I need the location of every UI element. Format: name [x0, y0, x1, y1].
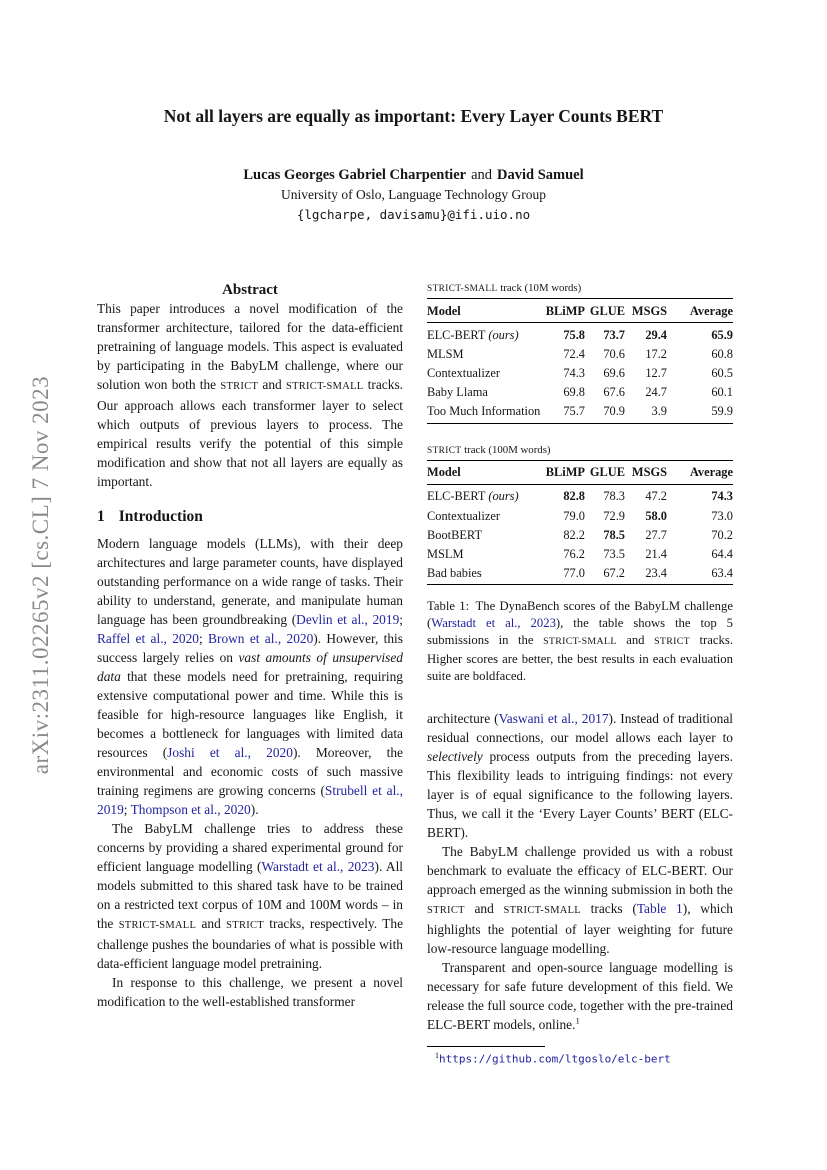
text-segment: tracks. Our approach allows each transformer layer to select which outputs of previous layers to process. The empirical results verify the potential of this simple modification and show that not all layers are equally as important. [97, 377, 404, 489]
table-cell: 24.7 [645, 384, 667, 399]
text-segment: and [616, 633, 655, 648]
table-row [427, 525, 733, 544]
table-row [427, 484, 733, 506]
text-segment: ), the table shows the top 5 submissions in the [427, 616, 733, 648]
table-cell: 72.9 [603, 508, 625, 523]
text-segment: ). Moreover, the environmental and economic costs of such massive training regimens are growing concerns ( [97, 745, 403, 798]
text-segment: architecture ( [427, 710, 499, 726]
table-row [427, 563, 733, 585]
citation-link[interactable]: Table 1 [636, 900, 683, 916]
column-header-blimp: BLiMP [545, 299, 585, 323]
text-segment: STRICT-SMALL [503, 904, 581, 916]
table-cell: 64.4 [711, 546, 733, 561]
column-header-model: Model [427, 460, 545, 484]
abstract-heading: Abstract [222, 282, 278, 298]
table-header-row [427, 460, 733, 484]
introduction-text [97, 534, 403, 1011]
table-cell: 47.2 [645, 489, 667, 504]
text-segment: Modern language models (LLMs), with their deep architectures and large parameter counts, have displayed outstanding performance on a wide range of tasks. Their ability to understand, generate, and manipulate human language has been groundbreaking ( [97, 536, 403, 627]
table-cell: 12.7 [645, 365, 667, 380]
table-strict-block [427, 444, 733, 586]
text-segment: process outputs from the preceding layers. This flexibility leads to intriguing findings: not every layer is of equal significance to the following layers. Thus, we call it the ‘Every Layer Counts’ BERT (ELC-BERT). [427, 748, 733, 840]
table-cell: Contextualizer [427, 508, 500, 523]
table-cell: 75.7 [545, 402, 585, 424]
table-cell: 69.6 [603, 365, 625, 380]
table-cell: 78.5 [603, 527, 625, 542]
table-cell: 78.3 [603, 489, 625, 504]
section-number: 1 [97, 508, 105, 525]
affiliation: University of Oslo, Language Technology Group [280, 187, 546, 202]
paragraph [427, 958, 733, 1034]
footnote-marker: 1 [435, 1050, 439, 1060]
table-cell: 17.2 [645, 346, 667, 361]
column-header-glue: GLUE [585, 460, 625, 484]
text-segment: vast amounts of unsupervised data [97, 650, 404, 684]
footnote [427, 1046, 733, 1066]
column-header-msgs: MSGS [625, 299, 667, 323]
text-segment: STRICT [427, 904, 465, 916]
table-cell: MLSM [427, 346, 464, 361]
table-header-row [427, 299, 733, 323]
table-cell: 67.2 [585, 563, 625, 585]
left-column [97, 282, 403, 1066]
results-table-strict [427, 460, 733, 586]
text-segment: This paper introduces a novel modification of the transformer architecture, tailored for the data-efficient pretraining of language models. This aspect is evaluated by participating in the BabyLM challenge, where our solution won both the [97, 301, 403, 392]
citation-link[interactable]: Raffel et al., 2020 [97, 631, 199, 646]
table-strict-label: STRICT track (100M words) [427, 443, 551, 456]
text-segment: tracks ( [580, 900, 637, 916]
and-separator: and [471, 167, 493, 183]
table-caption [427, 598, 733, 685]
table-cell: 70.9 [585, 402, 625, 424]
table-strict-small-label: STRICT-SMALL track (10M words) [427, 282, 582, 294]
table-cell: 72.4 [563, 346, 585, 361]
column-header-glue: GLUE [585, 299, 625, 323]
table-cell: 73.0 [711, 508, 733, 523]
table-cell: BootBERT [427, 527, 483, 542]
table-row [427, 544, 733, 563]
citation-link[interactable]: Vaswani et al., 2017 [498, 710, 609, 726]
author-name-1: Lucas Georges Gabriel Charpentier [243, 167, 467, 183]
table-cell: 58.0 [645, 508, 667, 523]
text-segment: Table 1: The DynaBench scores of the BabyLM challenge ( [427, 599, 733, 631]
author-name-2: David Samuel [497, 167, 584, 183]
right-column [427, 282, 733, 1066]
table-cell: ELC-BERT (ours) [427, 489, 519, 504]
table-row [427, 383, 733, 402]
paragraph [97, 534, 403, 819]
abstract-body [97, 299, 403, 491]
table-row [427, 323, 733, 345]
citation-link[interactable]: Devlin et al., 2019 [296, 612, 400, 627]
text-segment: STRICT [220, 381, 259, 392]
table-cell: 79.0 [563, 508, 585, 523]
citation-link[interactable]: Warstadt et al., 2023 [431, 616, 556, 631]
citation-link[interactable]: Strubell et al., 2019 [97, 783, 403, 817]
citation-link[interactable]: Brown et al., 2020 [208, 631, 314, 646]
text-segment: selectively [427, 748, 483, 764]
text-segment: and [258, 377, 286, 392]
table-row [427, 506, 733, 525]
section-heading-introduction [97, 508, 403, 526]
paper-title: Not all layers are equally as important: Every Layer Counts BERT [163, 106, 664, 126]
table-cell: 27.7 [645, 527, 667, 542]
table-strict-small-block [427, 282, 733, 424]
section-title: Introduction [118, 508, 203, 525]
table-cell: 69.8 [563, 384, 585, 399]
text-segment: 1 [575, 1015, 580, 1026]
footnote-line [427, 1051, 733, 1066]
text-segment: ). However, this success largely relies on [97, 631, 403, 665]
results-table-strict-small [427, 298, 733, 424]
table-cell: 74.3 [563, 365, 585, 380]
text-segment: ; [199, 631, 209, 646]
column-header-msgs: MSGS [625, 460, 667, 484]
column-header-average: Average [667, 299, 733, 323]
table-cell: 70.6 [603, 346, 625, 361]
table-cell: 60.5 [711, 365, 733, 380]
citation-link[interactable]: Warstadt et al., 2023 [261, 859, 375, 874]
text-segment: STRICT-SMALL [285, 381, 364, 392]
table-cell: 23.4 [625, 563, 667, 585]
table-cell: 21.4 [645, 546, 667, 561]
text-segment: STRICT [226, 920, 264, 931]
footnote-url-link[interactable]: https://github.com/ltgoslo/elc-bert [439, 1052, 671, 1066]
table-cell: 60.8 [711, 346, 733, 361]
paragraph [427, 842, 733, 958]
table-cell: Bad babies [427, 563, 545, 585]
text-segment: The BabyLM challenge tries to address these concerns by providing a shared experimental ground for efficient language modelling ( [97, 821, 403, 874]
text-segment: Transparent and open-source language modelling is necessary for safe future development of this field. We release the full source code, together with the pre-trained ELC-BERT models, online. [427, 959, 733, 1032]
right-column-text [427, 709, 733, 1034]
table-cell: 73.5 [603, 546, 625, 561]
table-cell: 82.8 [563, 489, 585, 504]
text-segment: tracks. Higher scores are better, the best results in each evaluation suite are boldfaced. [427, 633, 733, 684]
table-cell: 67.6 [603, 384, 625, 399]
text-segment: ). [250, 802, 259, 817]
text-segment: The BabyLM challenge provided us with a robust benchmark to evaluate the efficacy of ELC-BERT. Our approach emerged as the winning submission in both the [427, 843, 733, 897]
authors-line [0, 167, 827, 184]
column-header-model: Model [427, 299, 545, 323]
table-cell: 70.2 [711, 527, 733, 542]
citation-link[interactable]: Thompson et al., 2020 [130, 802, 251, 817]
text-segment: ). All models submitted to this shared task have to be trained on a restricted text corpus of 10M and 100M words – in the [97, 859, 404, 931]
author-emails: {lgcharpe, davisamu}@ifi.uio.no [296, 207, 531, 222]
text-segment: STRICT-SMALL [118, 920, 197, 931]
table-cell: 63.4 [667, 563, 733, 585]
text-segment: STRICT-SMALL [543, 636, 617, 648]
table-cell: Too Much Information [427, 402, 545, 424]
table-cell: 65.9 [711, 327, 733, 342]
text-segment: that these models need for pretraining, requiring extensive computational power and time. While this is feasible for high-resource languages like English, it becomes a bottleneck for languages with limited data resources ( [97, 669, 403, 760]
text-segment: ). Instead of traditional residual connections, our model allows each layer to [427, 710, 733, 745]
table-cell: 3.9 [625, 402, 667, 424]
text-segment: ), which highlights the potential of layer weighting for future low-resource language modelling. [427, 900, 733, 956]
two-column-body [0, 282, 827, 1066]
footnote-rule [427, 1046, 545, 1047]
table-cell: 76.2 [563, 546, 585, 561]
text-segment: and [196, 916, 227, 931]
text-segment: and [464, 900, 504, 916]
column-header-average: Average [667, 460, 733, 484]
text-segment: tracks, respectively. The challenge pushes the boundaries of what is possible with data-efficient language model pretraining. [97, 916, 404, 971]
table-cell: 74.3 [711, 489, 733, 504]
text-segment: ; [399, 612, 404, 627]
text-segment: In response to this challenge, we present a novel modification to the well-established transformer [97, 975, 403, 1009]
text-segment: STRICT [654, 636, 690, 648]
paragraph [97, 819, 403, 973]
table-cell: Contextualizer [427, 365, 500, 380]
text-segment: ; [123, 802, 131, 817]
paragraph [427, 709, 733, 842]
table-row [427, 402, 733, 424]
arxiv-watermark: arXiv:2311.02265v2 [cs.CL] 7 Nov 2023 [28, 375, 53, 775]
citation-link[interactable]: Joshi et al., 2020 [167, 745, 293, 760]
table-cell: MSLM [427, 546, 464, 561]
table-cell: 60.1 [711, 384, 733, 399]
table-cell: 77.0 [545, 563, 585, 585]
column-header-blimp: BLiMP [545, 460, 585, 484]
table-row [427, 344, 733, 363]
table-cell: ELC-BERT (ours) [427, 327, 519, 342]
paragraph [97, 973, 403, 1011]
table-cell: 82.2 [563, 527, 585, 542]
table-cell: 75.8 [563, 327, 585, 342]
table-cell: 59.9 [667, 402, 733, 424]
table-cell: Baby Llama [427, 384, 488, 399]
table-cell: 73.7 [603, 327, 625, 342]
table-row [427, 363, 733, 382]
table-cell: 29.4 [645, 327, 667, 342]
